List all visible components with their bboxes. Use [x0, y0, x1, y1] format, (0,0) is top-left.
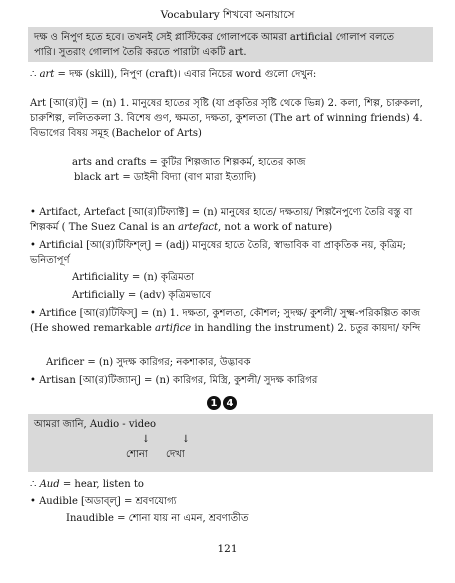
section-number: [207, 396, 237, 410]
entry-artisan: • Artisan [আ(র)টিজ্যান্] = (n) কারিগর, মিস্ত্রি, কুশলী/ সুদক্ষ কারিগর: [30, 375, 318, 386]
running-header: Vocabulary শিখবো অনায়াসে: [160, 9, 295, 21]
entry-artificial: • Artificial [আ(র)টিফিশ্ল্] = (adj) মানুষের হাতে তৈরি, স্বাভাবিক বা প্রাকৃতিক নয়, কৃত্রিম; ভনিতাপূর্ণ: [30, 240, 406, 266]
artifact-text-end: , not a work of nature): [218, 222, 333, 233]
audio-box: [28, 414, 433, 472]
root-aud-meaning: = hear, listen to: [59, 479, 144, 490]
page-number: 121: [217, 543, 238, 555]
down-arrow-icon: ↓: [141, 434, 151, 445]
entry-artifact: [30, 205, 430, 235]
artifice-text-end: in handling the instrument) 2. চতুর কায়দা/ ফন্দি: [191, 323, 421, 334]
root-art-line: [30, 67, 430, 82]
entry-art-sub-2: black art = ডাইনী বিদ্যা (বাণ মারা ইত্যাদি): [74, 172, 257, 183]
audio-arrows: [34, 432, 427, 447]
section-digit-2: 4: [223, 396, 237, 410]
down-arrow-icon: ↓: [181, 434, 191, 445]
section-digit-1: 1: [207, 396, 221, 410]
artifice-italic-word: artifice: [155, 323, 192, 334]
audio-line-1: আমরা জানি, Audio - video: [34, 419, 157, 430]
intro-box: [28, 27, 433, 62]
entry-audible: • Audible [অডাব্ল্] = শ্রবণযোগ্য: [30, 496, 177, 507]
root-aud-line: [30, 477, 430, 492]
artifact-text: • Artifact, Artefact [আ(র)টিফ্যাক্ট] = (n) মানুষের হাতে/ দক্ষতায়/ শিল্পনৈপুণ্যে তৈরি বস্তু বা শিল্পকর্ম ( The Suez Canal is an: [30, 207, 413, 233]
intro-line-1: দক্ষ ও নিপুণ হতে হবে। তখনই সেই প্লাস্টিকের গোলাপকে আমরা artificial গোলাপ বলতে: [34, 32, 395, 43]
therefore-symbol: ∴: [30, 69, 37, 80]
root-art-meaning: = দক্ষ (skill), নিপুণ (craft)। এবার নিচের word গুলো দেখুন:: [54, 69, 317, 80]
artifice-text: • Artifice [আ(র)টিফিস্] = (n) 1. দক্ষতা, কুশলতা, কৌশল; সুদক্ষ/ কুশলী/ সুক্ষ্ম-পরিকল্পিত কাজ (He showed remarkable: [30, 308, 421, 334]
therefore-symbol: ∴: [30, 479, 37, 490]
entry-art: Art [আ(র)ট্] = (n) 1. মানুষের হাতের সৃষ্টি (যা প্রকৃতির সৃষ্টি থেকে ভিন্ন) 2. কলা, শিল্প, চারুকলা, চারুশিল্প, ললিতকলা 3. বিশেষ গুণ, ক্ষমতা, দক্ষতা, কুশলতা (The art of winning friends) 4. বিভাগের বিষয় সমূহ (Bachelor of Arts): [30, 98, 423, 139]
entry-art-sub-1: arts and crafts = কুটির শিল্পজাত শিল্পকর্ম, হাতের কাজ: [72, 157, 306, 168]
entry-artificial-sub-1: Artificiality = (n) কৃত্রিমতা: [72, 272, 195, 283]
entry-artifice: [30, 306, 430, 336]
entry-audible-sub-1: Inaudible = শোনা যায় না এমন, শ্রবণাতীত: [66, 513, 249, 524]
artifact-italic-word: artefact: [178, 222, 219, 233]
entry-artifice-sub-1: Arificer = (n) সুদক্ষ কারিগর; নকশাকার, উদ্ভাবক: [46, 357, 251, 368]
intro-line-2: পারি। সুতরাং গোলাপ তৈরি করতে পারাটা একটি art.: [34, 47, 247, 58]
entry-artificial-sub-2: Artificially = (adv) কৃত্রিমভাবে: [72, 290, 212, 301]
root-word-aud: Aud: [39, 479, 60, 490]
root-word-art: art: [39, 69, 55, 80]
audio-labels: [34, 447, 427, 462]
label-seeing: দেখা: [166, 449, 185, 460]
label-hearing: শোনা: [126, 449, 148, 460]
